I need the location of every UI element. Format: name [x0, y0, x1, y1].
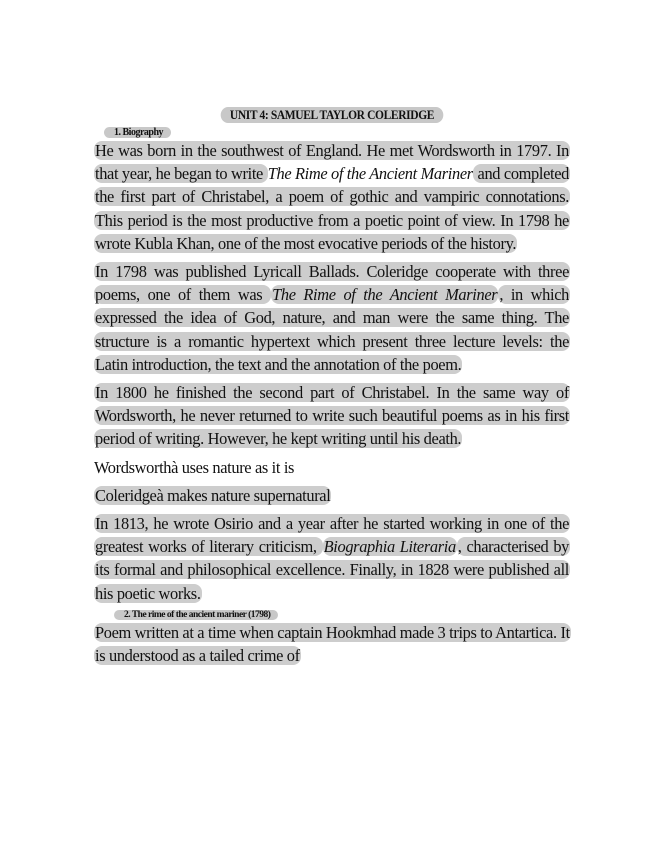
paragraph-5	[94, 621, 570, 667]
line-coleridge	[94, 484, 570, 507]
paragraph-4	[94, 512, 570, 605]
paragraph-3-text: In 1800 he finished the second part of Christabel. In the same way of Wordsworth, he never returned to write such beautiful poems as in his first period of writing. However, he kept writing until his death.	[95, 383, 569, 449]
document-page	[94, 108, 570, 672]
paragraph-4-text-a: In 1813, he wrote Osirio and a year after he started working in one of the greatest works of literary criticism,	[95, 514, 569, 557]
unit-title	[113, 108, 551, 123]
paragraph-1-text-a: He was born in the southwest of England. He met Wordsworth in 1797. In that year, he began to write	[95, 141, 569, 184]
paragraph-1-title-italic: The Rime of the Ancient Mariner	[267, 164, 473, 184]
paragraph-2-text-b: , in which expressed the idea of God, nature, and man were the same thing. The structure is a romantic hypertext which present three lecture levels: the Latin introduction, the text and the annotation of the poem.	[95, 285, 569, 374]
paragraph-3	[94, 381, 570, 451]
section-heading-2-text: 2. The rime of the ancient mariner (1798)	[114, 610, 278, 620]
paragraph-1-text-b: and completed the first part of Christabel, a poem of gothic and vampiric connotations. This period is the most productive from a poetic point of view. In 1798 he wrote Kubla Khan, one of the most evocative periods of the history.	[95, 164, 570, 253]
paragraph-1	[94, 139, 570, 255]
section-heading-rime	[114, 610, 570, 620]
paragraph-2-title-italic: The Rime of the Ancient Mariner	[272, 285, 498, 305]
paragraph-2-text-a: In 1798 was published Lyricall Ballads. Coleridge cooperate with three poems, one of them was	[95, 262, 569, 305]
line-coleridge-text: Coleridgeà makes nature supernatural	[95, 485, 331, 505]
paragraph-4-text-b: , characterised by its formal and philosophical excellence. Finally, in 1828 were published all his poetic works.	[95, 537, 570, 603]
section-heading-biography	[104, 127, 570, 138]
paragraph-5-text: Poem written at a time when captain Hookmhad made 3 trips to Antartica. It is understood as a tailed crime of	[95, 622, 570, 666]
paragraph-2	[94, 260, 570, 376]
line-wordsworth: Wordsworthà uses nature as it is	[94, 457, 295, 477]
section-heading-text: 1. Biography	[104, 127, 171, 138]
paragraph-4-title-italic: Biographia Literaria	[323, 537, 456, 557]
unit-title-text: UNIT 4: SAMUEL TAYLOR COLERIDGE	[221, 107, 444, 123]
